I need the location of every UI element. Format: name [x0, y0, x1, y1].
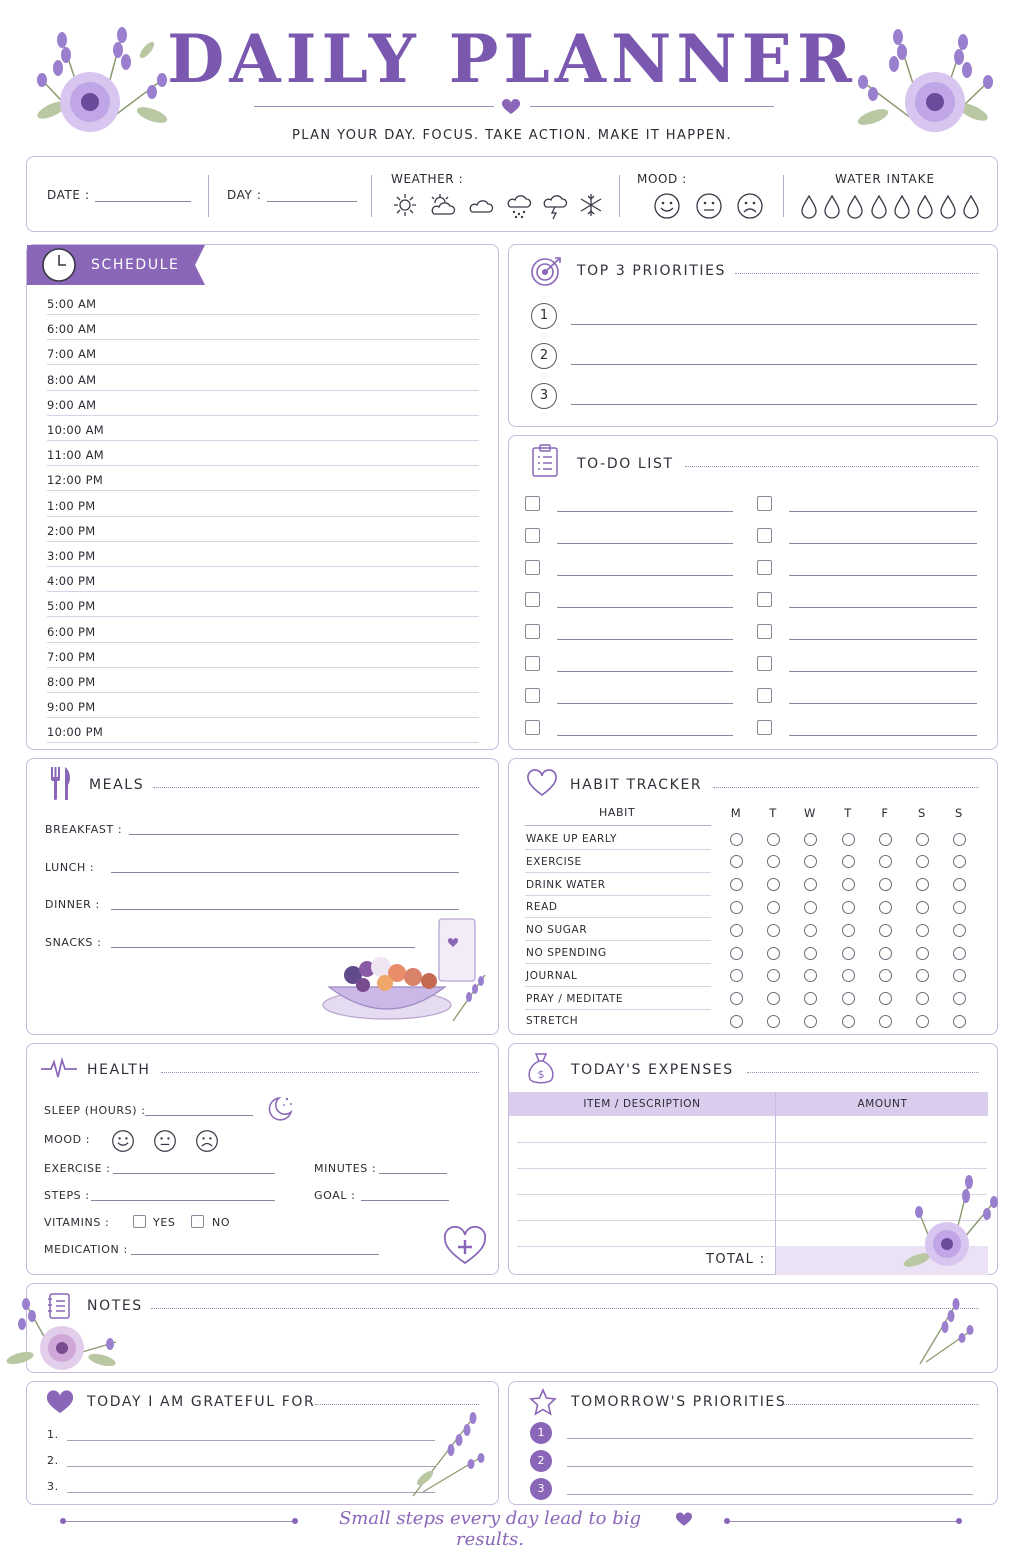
- todo-checkbox[interactable]: [757, 592, 772, 607]
- minutes-label: MINUTES :: [314, 1162, 377, 1175]
- habit-check-circle[interactable]: [953, 901, 966, 914]
- habit-check-circle[interactable]: [879, 833, 892, 846]
- meal-entry-line[interactable]: [111, 909, 459, 910]
- snow-cloud-icon[interactable]: [505, 193, 533, 219]
- todo-card: [508, 435, 998, 750]
- todo-entry-line[interactable]: [789, 543, 977, 544]
- schedule-time-label: 9:00 AM: [47, 397, 97, 412]
- tomorrow-card: [508, 1381, 998, 1505]
- habit-check-circle[interactable]: [953, 992, 966, 1005]
- habit-check-circle[interactable]: [879, 855, 892, 868]
- habit-check-circle[interactable]: [767, 833, 780, 846]
- priority-number-badge: 1: [531, 303, 557, 329]
- habit-check-circle[interactable]: [730, 833, 743, 846]
- habit-row-divider: [525, 986, 711, 987]
- habit-column-header: HABIT: [599, 806, 636, 819]
- habit-check-circle[interactable]: [916, 878, 929, 891]
- heartbeat-icon: [41, 1058, 77, 1080]
- habit-check-circle[interactable]: [879, 992, 892, 1005]
- grateful-entry-line[interactable]: [67, 1492, 435, 1493]
- schedule-time-label: 6:00 AM: [47, 322, 97, 337]
- habit-title: HABIT TRACKER: [570, 777, 703, 793]
- grateful-entry-line[interactable]: [67, 1440, 435, 1441]
- habit-label: NO SPENDING: [526, 947, 607, 959]
- cloud-icon[interactable]: [467, 195, 495, 215]
- habit-row-divider: [525, 895, 711, 896]
- todo-entry-line[interactable]: [557, 575, 733, 576]
- clock-icon: [41, 247, 77, 283]
- expenses-title: TODAY'S EXPENSES: [571, 1062, 734, 1078]
- schedule-title: SCHEDULE: [91, 257, 180, 273]
- target-icon: [529, 255, 565, 287]
- habit-check-circle[interactable]: [953, 878, 966, 891]
- habit-check-circle[interactable]: [879, 947, 892, 960]
- water-drop-icon[interactable]: [871, 195, 887, 219]
- habit-label: EXERCISE: [526, 855, 582, 868]
- schedule-entry-line[interactable]: [47, 516, 479, 517]
- habit-label: DRINK WATER: [526, 878, 606, 891]
- schedule-entry-line[interactable]: [47, 465, 479, 466]
- vitamins-no-checkbox[interactable]: [191, 1215, 204, 1228]
- heart-icon: [47, 1392, 73, 1414]
- habit-day-header: T: [844, 806, 852, 820]
- habit-check-circle[interactable]: [730, 1015, 743, 1028]
- expenses-col-amount: AMOUNT: [857, 1098, 908, 1110]
- habit-check-circle[interactable]: [804, 901, 817, 914]
- grateful-number: 1.: [47, 1428, 59, 1441]
- habit-check-circle[interactable]: [842, 855, 855, 868]
- tomorrow-number-badge: 3: [530, 1478, 552, 1500]
- meal-label: LUNCH :: [45, 860, 95, 874]
- schedule-entry-line[interactable]: [47, 541, 479, 542]
- meal-entry-line[interactable]: [129, 834, 459, 835]
- meal-label: SNACKS :: [45, 935, 102, 949]
- water-drop-icon[interactable]: [917, 195, 933, 219]
- schedule-time-label: 9:00 PM: [47, 700, 96, 715]
- habit-label: READ: [526, 901, 558, 914]
- habit-check-circle[interactable]: [767, 992, 780, 1005]
- schedule-card: [26, 244, 499, 750]
- health-title: HEALTH: [87, 1062, 151, 1078]
- habit-row-divider: [525, 917, 711, 918]
- floral-decoration-grateful: [403, 1412, 489, 1498]
- minutes-input-line[interactable]: [379, 1173, 447, 1174]
- todo-checkbox[interactable]: [525, 720, 540, 735]
- habit-check-circle[interactable]: [767, 901, 780, 914]
- schedule-entry-line[interactable]: [47, 490, 479, 491]
- schedule-entry-line[interactable]: [47, 314, 479, 315]
- habit-check-circle[interactable]: [953, 833, 966, 846]
- header-bar: [26, 156, 998, 232]
- habit-check-circle[interactable]: [879, 901, 892, 914]
- money-bag-icon: [527, 1052, 555, 1086]
- todo-entry-line[interactable]: [557, 639, 733, 640]
- tomorrow-title: TOMORROW'S PRIORITIES: [571, 1394, 787, 1410]
- schedule-entry-line[interactable]: [47, 742, 479, 743]
- schedule-time-label: 10:00 PM: [47, 725, 104, 740]
- weather-label: WEATHER :: [391, 172, 464, 186]
- habit-check-circle[interactable]: [879, 969, 892, 982]
- expenses-card: [508, 1043, 998, 1275]
- habit-label: JOURNAL: [526, 969, 578, 982]
- habit-day-header: W: [804, 806, 816, 820]
- todo-entry-line[interactable]: [557, 671, 733, 672]
- date-label: DATE :: [47, 188, 90, 202]
- priority-entry-line[interactable]: [571, 324, 977, 325]
- todo-checkbox[interactable]: [525, 528, 540, 543]
- priority-number-badge: 3: [531, 383, 557, 409]
- habit-check-circle[interactable]: [767, 1015, 780, 1028]
- todo-entry-line[interactable]: [789, 703, 977, 704]
- habit-check-circle[interactable]: [804, 992, 817, 1005]
- schedule-entry-line[interactable]: [47, 616, 479, 617]
- habit-check-circle[interactable]: [804, 855, 817, 868]
- todo-checkbox[interactable]: [525, 688, 540, 703]
- moon-stars-icon: [265, 1094, 295, 1122]
- schedule-entry-line[interactable]: [47, 364, 479, 365]
- todo-checkbox[interactable]: [757, 656, 772, 671]
- neutral-face-icon[interactable]: [695, 192, 723, 220]
- habit-check-circle[interactable]: [842, 1015, 855, 1028]
- habit-label: WAKE UP EARLY: [526, 833, 617, 845]
- sad-face-icon[interactable]: [736, 192, 764, 220]
- todo-checkbox[interactable]: [757, 720, 772, 735]
- schedule-entry-line[interactable]: [47, 440, 479, 441]
- habit-check-circle[interactable]: [804, 878, 817, 891]
- todo-entry-line[interactable]: [789, 639, 977, 640]
- tomorrow-number-badge: 1: [530, 1422, 552, 1444]
- habit-check-circle[interactable]: [916, 924, 929, 937]
- water-drop-icon[interactable]: [894, 195, 910, 219]
- schedule-entry-line[interactable]: [47, 717, 479, 718]
- todo-entry-line[interactable]: [789, 511, 977, 512]
- todo-checkbox[interactable]: [757, 624, 772, 639]
- neutral-face-icon[interactable]: [153, 1129, 177, 1153]
- goal-input-line[interactable]: [361, 1200, 449, 1201]
- habit-check-circle[interactable]: [730, 992, 743, 1005]
- vitamins-label: VITAMINS :: [44, 1216, 110, 1229]
- schedule-entry-line[interactable]: [47, 692, 479, 693]
- happy-face-icon[interactable]: [111, 1129, 135, 1153]
- clipboard-icon: [531, 444, 559, 478]
- habit-day-header: S: [918, 806, 926, 820]
- habit-check-circle[interactable]: [804, 969, 817, 982]
- schedule-entry-line[interactable]: [47, 566, 479, 567]
- schedule-time-label: 4:00 PM: [47, 574, 96, 589]
- heart-icon: [502, 100, 520, 115]
- schedule-time-label: 6:00 PM: [47, 624, 96, 639]
- schedule-time-label: 2:00 PM: [47, 523, 96, 538]
- todo-entry-line[interactable]: [789, 575, 977, 576]
- medication-input-line[interactable]: [131, 1254, 379, 1255]
- habit-check-circle[interactable]: [916, 992, 929, 1005]
- water-drop-icon[interactable]: [824, 195, 840, 219]
- water-drop-icon[interactable]: [940, 195, 956, 219]
- snowflake-icon[interactable]: [579, 193, 603, 217]
- habit-day-header: F: [881, 806, 889, 820]
- todo-entry-line[interactable]: [789, 671, 977, 672]
- meals-title: MEALS: [89, 777, 145, 793]
- habit-check-circle[interactable]: [842, 901, 855, 914]
- page-title: DAILY PLANNER: [167, 20, 857, 98]
- grateful-number: 2.: [47, 1454, 59, 1467]
- meal-illustration: [323, 915, 491, 1027]
- habit-check-circle[interactable]: [916, 969, 929, 982]
- exercise-label: EXERCISE :: [44, 1162, 111, 1175]
- todo-checkbox[interactable]: [757, 560, 772, 575]
- svg-text:$: $: [537, 1068, 545, 1081]
- habit-check-circle[interactable]: [730, 947, 743, 960]
- water-intake-label: WATER INTAKE: [835, 172, 936, 186]
- grateful-card: [26, 1381, 499, 1505]
- day-input-line[interactable]: [267, 201, 357, 202]
- habit-check-circle[interactable]: [953, 969, 966, 982]
- todo-entry-line[interactable]: [557, 543, 733, 544]
- meals-card: [26, 758, 499, 1035]
- habit-label: PRAY / MEDITATE: [526, 992, 624, 1005]
- habit-check-circle[interactable]: [842, 969, 855, 982]
- todo-entry-line[interactable]: [789, 735, 977, 736]
- priorities-title: TOP 3 PRIORITIES: [577, 263, 727, 279]
- meal-entry-line[interactable]: [111, 872, 459, 873]
- todo-entry-line[interactable]: [557, 703, 733, 704]
- health-card: [26, 1043, 499, 1275]
- habit-check-circle[interactable]: [767, 969, 780, 982]
- priorities-card: [508, 244, 998, 427]
- habit-check-circle[interactable]: [842, 833, 855, 846]
- tomorrow-entry-line[interactable]: [567, 1438, 973, 1439]
- sad-face-icon[interactable]: [195, 1129, 219, 1153]
- expenses-total-label: TOTAL :: [706, 1252, 766, 1267]
- habit-check-circle[interactable]: [842, 947, 855, 960]
- habit-check-circle[interactable]: [879, 878, 892, 891]
- vitamins-yes-label: YES: [153, 1216, 176, 1229]
- expense-row-line[interactable]: [517, 1142, 987, 1143]
- habit-check-circle[interactable]: [916, 1015, 929, 1028]
- tomorrow-number-badge: 2: [530, 1450, 552, 1472]
- medication-label: MEDICATION :: [44, 1243, 128, 1256]
- habit-row-divider: [525, 1009, 711, 1010]
- habit-label: STRETCH: [526, 1015, 579, 1028]
- todo-entry-line[interactable]: [789, 607, 977, 608]
- schedule-entry-line[interactable]: [47, 339, 479, 340]
- vitamins-yes-checkbox[interactable]: [133, 1215, 146, 1228]
- priority-number-badge: 2: [531, 343, 557, 369]
- notes-title: NOTES: [87, 1298, 143, 1314]
- todo-checkbox[interactable]: [525, 560, 540, 575]
- habit-check-circle[interactable]: [953, 924, 966, 937]
- priority-entry-line[interactable]: [571, 364, 977, 365]
- todo-entry-line[interactable]: [557, 735, 733, 736]
- habit-day-header: S: [955, 806, 963, 820]
- habit-check-circle[interactable]: [879, 924, 892, 937]
- floral-decoration-notes-right: [912, 1296, 978, 1368]
- habit-card: [508, 758, 998, 1035]
- habit-check-circle[interactable]: [953, 947, 966, 960]
- notes-card: [26, 1283, 998, 1373]
- footer-quote: Small steps every day lead to big results.: [338, 1508, 642, 1550]
- grateful-title: TODAY I AM GRATEFUL FOR: [87, 1394, 316, 1410]
- schedule-time-label: 7:00 PM: [47, 649, 96, 664]
- fork-knife-icon: [49, 767, 73, 801]
- page-subtitle: PLAN YOUR DAY. FOCUS. TAKE ACTION. MAKE IT HAPPEN.: [291, 128, 733, 143]
- habit-check-circle[interactable]: [916, 855, 929, 868]
- notes-area[interactable]: [147, 1318, 907, 1366]
- steps-input-line[interactable]: [91, 1200, 275, 1201]
- health-mood-label: MOOD :: [44, 1133, 91, 1146]
- schedule-time-label: 11:00 AM: [47, 448, 104, 463]
- date-input-line[interactable]: [95, 201, 191, 202]
- habit-label: NO SUGAR: [526, 924, 588, 937]
- habit-check-circle[interactable]: [730, 969, 743, 982]
- tomorrow-entry-line[interactable]: [567, 1466, 973, 1467]
- priority-entry-line[interactable]: [571, 404, 977, 405]
- steps-label: STEPS :: [44, 1189, 90, 1202]
- habit-check-circle[interactable]: [730, 924, 743, 937]
- schedule-time-label: 5:00 AM: [47, 297, 97, 311]
- todo-checkbox[interactable]: [525, 656, 540, 671]
- footer-divider-right: [726, 1521, 958, 1522]
- habit-check-circle[interactable]: [953, 855, 966, 868]
- habit-check-circle[interactable]: [842, 924, 855, 937]
- habit-check-circle[interactable]: [953, 1015, 966, 1028]
- schedule-time-label: 7:00 AM: [47, 347, 97, 362]
- title-divider-left: [254, 106, 494, 107]
- schedule-time-label: 5:00 PM: [47, 599, 96, 614]
- habit-row-divider: [525, 963, 711, 964]
- meal-label: BREAKFAST :: [45, 823, 123, 836]
- mood-label: MOOD :: [637, 172, 687, 186]
- sun-cloud-icon[interactable]: [429, 193, 457, 217]
- todo-entry-line[interactable]: [557, 511, 733, 512]
- todo-title: TO-DO LIST: [577, 456, 674, 472]
- sleep-label: SLEEP (HOURS) :: [44, 1104, 146, 1117]
- title-divider-right: [530, 106, 774, 107]
- expenses-col-item: ITEM / DESCRIPTION: [583, 1098, 701, 1110]
- todo-checkbox[interactable]: [525, 592, 540, 607]
- habit-check-circle[interactable]: [879, 1015, 892, 1028]
- sun-icon[interactable]: [393, 193, 417, 217]
- habit-check-circle[interactable]: [767, 947, 780, 960]
- habit-row-divider: [525, 872, 711, 873]
- habit-check-circle[interactable]: [804, 924, 817, 937]
- todo-checkbox[interactable]: [757, 496, 772, 511]
- star-icon: [529, 1388, 557, 1416]
- schedule-time-label: 8:00 AM: [47, 372, 97, 387]
- heart-icon: [676, 1513, 692, 1527]
- water-drop-icon[interactable]: [963, 195, 979, 219]
- schedule-time-label: 10:00 AM: [47, 423, 104, 437]
- schedule-time-label: 8:00 PM: [47, 675, 96, 689]
- habit-check-circle[interactable]: [842, 878, 855, 891]
- water-drop-row: [801, 195, 991, 221]
- footer-divider-left: [62, 1521, 294, 1522]
- heart-outline-icon: [527, 771, 557, 797]
- schedule-entry-line[interactable]: [47, 591, 479, 592]
- habit-row-divider: [525, 849, 711, 850]
- day-label: DAY :: [227, 188, 262, 202]
- schedule-time-label: 3:00 PM: [47, 549, 96, 563]
- heart-plus-icon: [443, 1228, 487, 1266]
- grateful-entry-line[interactable]: [67, 1466, 435, 1467]
- tomorrow-entry-line[interactable]: [567, 1494, 973, 1495]
- vitamins-no-label: NO: [212, 1216, 231, 1229]
- water-drop-icon[interactable]: [801, 195, 817, 219]
- schedule-time-label: 12:00 PM: [47, 473, 104, 488]
- habit-day-header: M: [730, 806, 742, 820]
- habit-day-header: T: [769, 806, 777, 820]
- habit-check-circle[interactable]: [916, 947, 929, 960]
- grateful-number: 3.: [47, 1480, 59, 1493]
- habit-check-circle[interactable]: [804, 1015, 817, 1028]
- habit-check-circle[interactable]: [730, 878, 743, 891]
- habit-check-circle[interactable]: [842, 992, 855, 1005]
- habit-check-circle[interactable]: [767, 924, 780, 937]
- habit-row-divider: [525, 940, 711, 941]
- todo-entry-line[interactable]: [557, 607, 733, 608]
- sleep-input-line[interactable]: [145, 1115, 253, 1116]
- schedule-entry-line[interactable]: [47, 415, 479, 416]
- goal-label: GOAL :: [314, 1189, 356, 1202]
- exercise-input-line[interactable]: [113, 1173, 275, 1174]
- habit-check-circle[interactable]: [767, 855, 780, 868]
- habit-check-circle[interactable]: [916, 901, 929, 914]
- habit-check-circle[interactable]: [804, 947, 817, 960]
- todo-checkbox[interactable]: [757, 528, 772, 543]
- floral-decoration-notes-left: [6, 1298, 126, 1376]
- todo-checkbox[interactable]: [757, 688, 772, 703]
- habit-check-circle[interactable]: [730, 855, 743, 868]
- floral-decoration-expenses: [899, 1162, 1003, 1274]
- meal-label: DINNER :: [45, 898, 100, 911]
- schedule-time-label: 1:00 PM: [47, 498, 96, 513]
- habit-check-circle[interactable]: [916, 833, 929, 846]
- schedule-entry-line[interactable]: [47, 642, 479, 643]
- habit-check-circle[interactable]: [730, 901, 743, 914]
- storm-cloud-icon[interactable]: [541, 193, 569, 219]
- todo-checkbox[interactable]: [525, 624, 540, 639]
- schedule-entry-line[interactable]: [47, 667, 479, 668]
- schedule-entry-line[interactable]: [47, 390, 479, 391]
- happy-face-icon[interactable]: [653, 192, 681, 220]
- habit-check-circle[interactable]: [804, 833, 817, 846]
- water-drop-icon[interactable]: [847, 195, 863, 219]
- todo-checkbox[interactable]: [525, 496, 540, 511]
- habit-check-circle[interactable]: [767, 878, 780, 891]
